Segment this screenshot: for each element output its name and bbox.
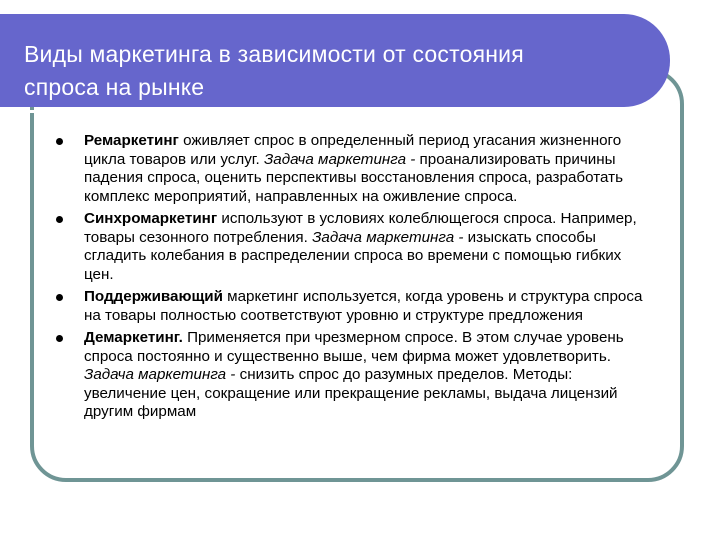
list-item-demarketing xyxy=(54,329,654,422)
item-task-label: Задача маркетинга - xyxy=(263,150,420,168)
item-task-label: Задача маркетинга - xyxy=(312,228,468,246)
slide-title-line-1: Виды маркетинга в зависимости от состояния xyxy=(24,41,524,67)
list-item-remarketing xyxy=(54,132,654,206)
slide-title-line-2: спроса на рынке xyxy=(24,74,205,100)
item-term: Ремаркетинг xyxy=(84,132,179,149)
list-item-synchromarketing xyxy=(54,210,654,284)
bullet-icon xyxy=(56,335,63,342)
item-term: Поддерживающий xyxy=(84,288,223,305)
item-task-text: изыскать способы сгладить колебания в распределении спроса во времени с помощью гибких цен. xyxy=(84,228,622,283)
bullet-icon xyxy=(56,138,63,145)
title-banner xyxy=(0,14,670,107)
item-text: маркетинг используется, когда уровень и структура спроса на товары полностью соответствуют уровню и структуре предложения xyxy=(84,288,643,324)
bullet-icon xyxy=(56,294,63,301)
slide-title xyxy=(24,38,624,104)
item-task-text: снизить спрос до разумных пределов. Методы: увеличение цен, сокращение или прекращение рекламы, выдача лицензий другим фирмам xyxy=(84,366,618,420)
bullet-list xyxy=(54,132,654,426)
item-term: Синхромаркетинг xyxy=(84,210,218,227)
bullet-icon xyxy=(56,216,63,223)
list-item-supporting-marketing xyxy=(54,288,654,325)
item-term: Демаркетинг. xyxy=(84,329,183,346)
item-text: оживляет спрос в определенный период угасания жизненного цикла товаров или услуг. xyxy=(84,132,622,168)
title-underline xyxy=(0,110,640,113)
item-task-label: Задача маркетинга - xyxy=(84,366,240,383)
item-task-text: проанализировать причины падения спроса, оценить перспективы восстановления спроса, разработать комплекс мероприятий, направленных на оживление спроса. xyxy=(84,150,623,205)
item-text: используют в условиях колеблющегося спроса. Например, товары сезонного потребления. xyxy=(84,210,637,246)
item-text: Применяется при чрезмерном спросе. В этом случае уровень спроса постоянно и существенно выше, чем фирма может удовлетворить. xyxy=(84,329,624,365)
